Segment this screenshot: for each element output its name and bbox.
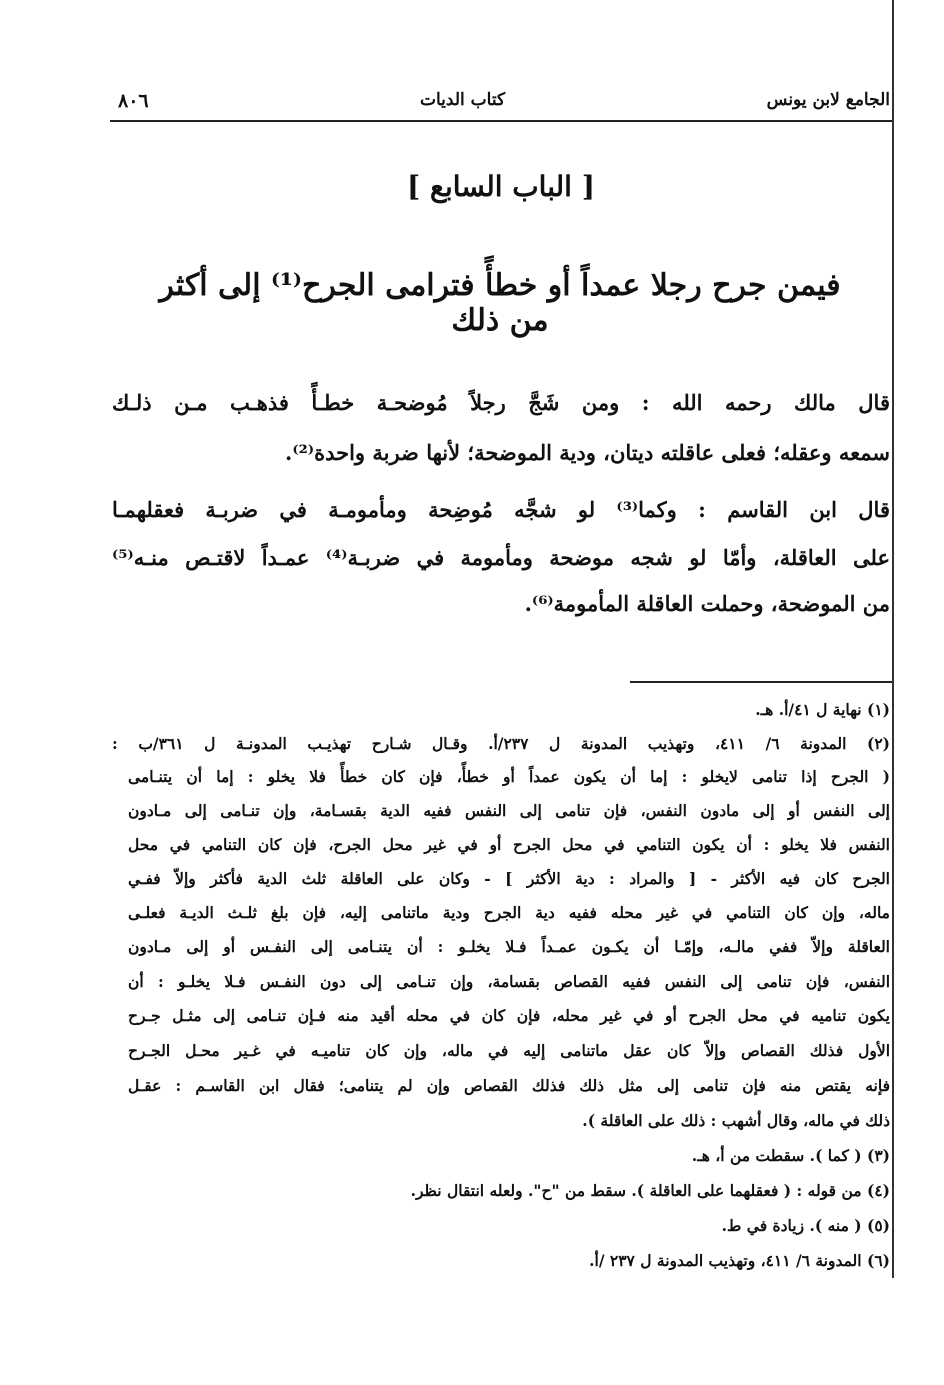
body-line: سمعه وعقله؛ فعلى عاقلته ديتان، ودية الموضحة؛ لأنها ضربة واحدة⁽²⁾. [285,440,890,465]
footnote-line: النفس فلا يخلو : أن يكون التنامي في محل الجرح أو في غير محل الجرح، فإن كان التنامي في محل [128,835,890,854]
header-rule [110,120,892,122]
running-header-section: كتاب الديات [420,90,506,110]
footnote-line: يكون تناميه في محل الجرح أو في غير محله، فإن كان في محله أقيد منه فـإن تنـامى إلى مثـل جـرح [128,1006,890,1025]
body-line: على العاقلة، وأمّا لو شجه موضحة ومأمومة في ضربـة⁽⁴⁾ عمـداً لاقتـص منـه⁽⁵⁾ [112,545,890,570]
footnote-separator [630,681,892,683]
footnote-line: (١) نهاية ل ٤١/أ. هـ. [755,700,890,719]
footnote-line: العاقلة وإلاّ ففي مالـه، وإمّـا أن يكـون عمـداً فـلا يخلـو : أن يتنـامى إلى النفـس أو إلى مـادون [128,937,890,956]
body-line: قال مالك رحمه الله : ومن شَجَّ رجلاً مُوضحـة خطـأً فذهـب مـن ذلـك [112,390,890,415]
footnote-line: الجرح كان فيه الأكثر - [ والمراد : دية الأكثر ] - وكان على العاقلة ثلث الدية فأكثر وإلاّ ففـي [128,869,890,888]
running-header-book-title: الجامع لابن يونس [766,90,890,110]
footnote-line: ماله، وإن كان التنامي في غير محله ففيه دية الجرح ودية ماتنامى إليه، فإن بلغ ثلـث الديـة فعلـى [128,903,890,922]
footnote-line: ( الجرح إذا تنامى لايخلو : إما أن يكون عمداً أو خطأً، فإن كان خطأً فلا يخلو : إما أن يتنـامى [128,767,890,786]
footnote-line: إلى النفس أو إلى مادون النفس، فإن تنامى إلى النفس ففيه الدية بقسـامة، وإن تنـامى إلى مـادون [128,801,890,820]
body-line: من الموضحة، وحملت العاقلة المأمومة⁽⁶⁾. [524,591,890,616]
footnote-line: الأول فذلك القصاص وإلاّ كان عقل ماتنامى إليه في ماله، وإن كان تناميـه في غـير محـل الجـرح [128,1041,890,1060]
footnote-line: (٥) ( منه ). زيادة في ط. [721,1216,890,1235]
footnote-line: (٤) من قوله : ( فعقلهما على العاقلة ). سقط من "ح". ولعله انتقال نظر. [410,1181,890,1200]
footnote-line: (٢) المدونة ٦/ ٤١١، وتهذيب المدونة ل ٢٣٧/أ. وقـال شـارح تهذيـب المدونـة ل ٣٦١/ب : [112,734,890,753]
footnote-line: النفس، فإن تنامى إلى النفس ففيه القصاص بقسامة، وإن تنـامى إلى دون النفـس فـلا يخلـو : أن [128,972,890,991]
footnote-line: (٣) ( كما ). سقطت من أ، هـ. [691,1146,890,1165]
chapter-title: فيمن جرح رجلا عمداً أو خطأً فترامى الجرح⁽¹⁾ إلى أكثر من ذلك [159,268,841,338]
footnote-line: فإنه يقتص منه فإن تنامى إلى مثل ذلك فذلك القصاص وإن لم يتنامى؛ فقال ابن القاسـم : عقـل [128,1076,890,1095]
page-number: ٨٠٦ [118,90,149,112]
footnote-line: ذلك في ماله، وقال أشهب : ذلك على العاقلة ). [582,1111,890,1130]
footnote-line: (٦) المدونة ٦/ ٤١١، وتهذيب المدونة ل ٢٣٧ /أ. [589,1251,890,1270]
chapter-label: [ الباب السابع ] [407,170,595,203]
body-line: قال ابن القاسم : وكما⁽³⁾ لو شجَّه مُوضِحة ومأمومـة في ضربـة فعقلهمـا [112,497,890,522]
page-edge-line [892,0,894,1278]
